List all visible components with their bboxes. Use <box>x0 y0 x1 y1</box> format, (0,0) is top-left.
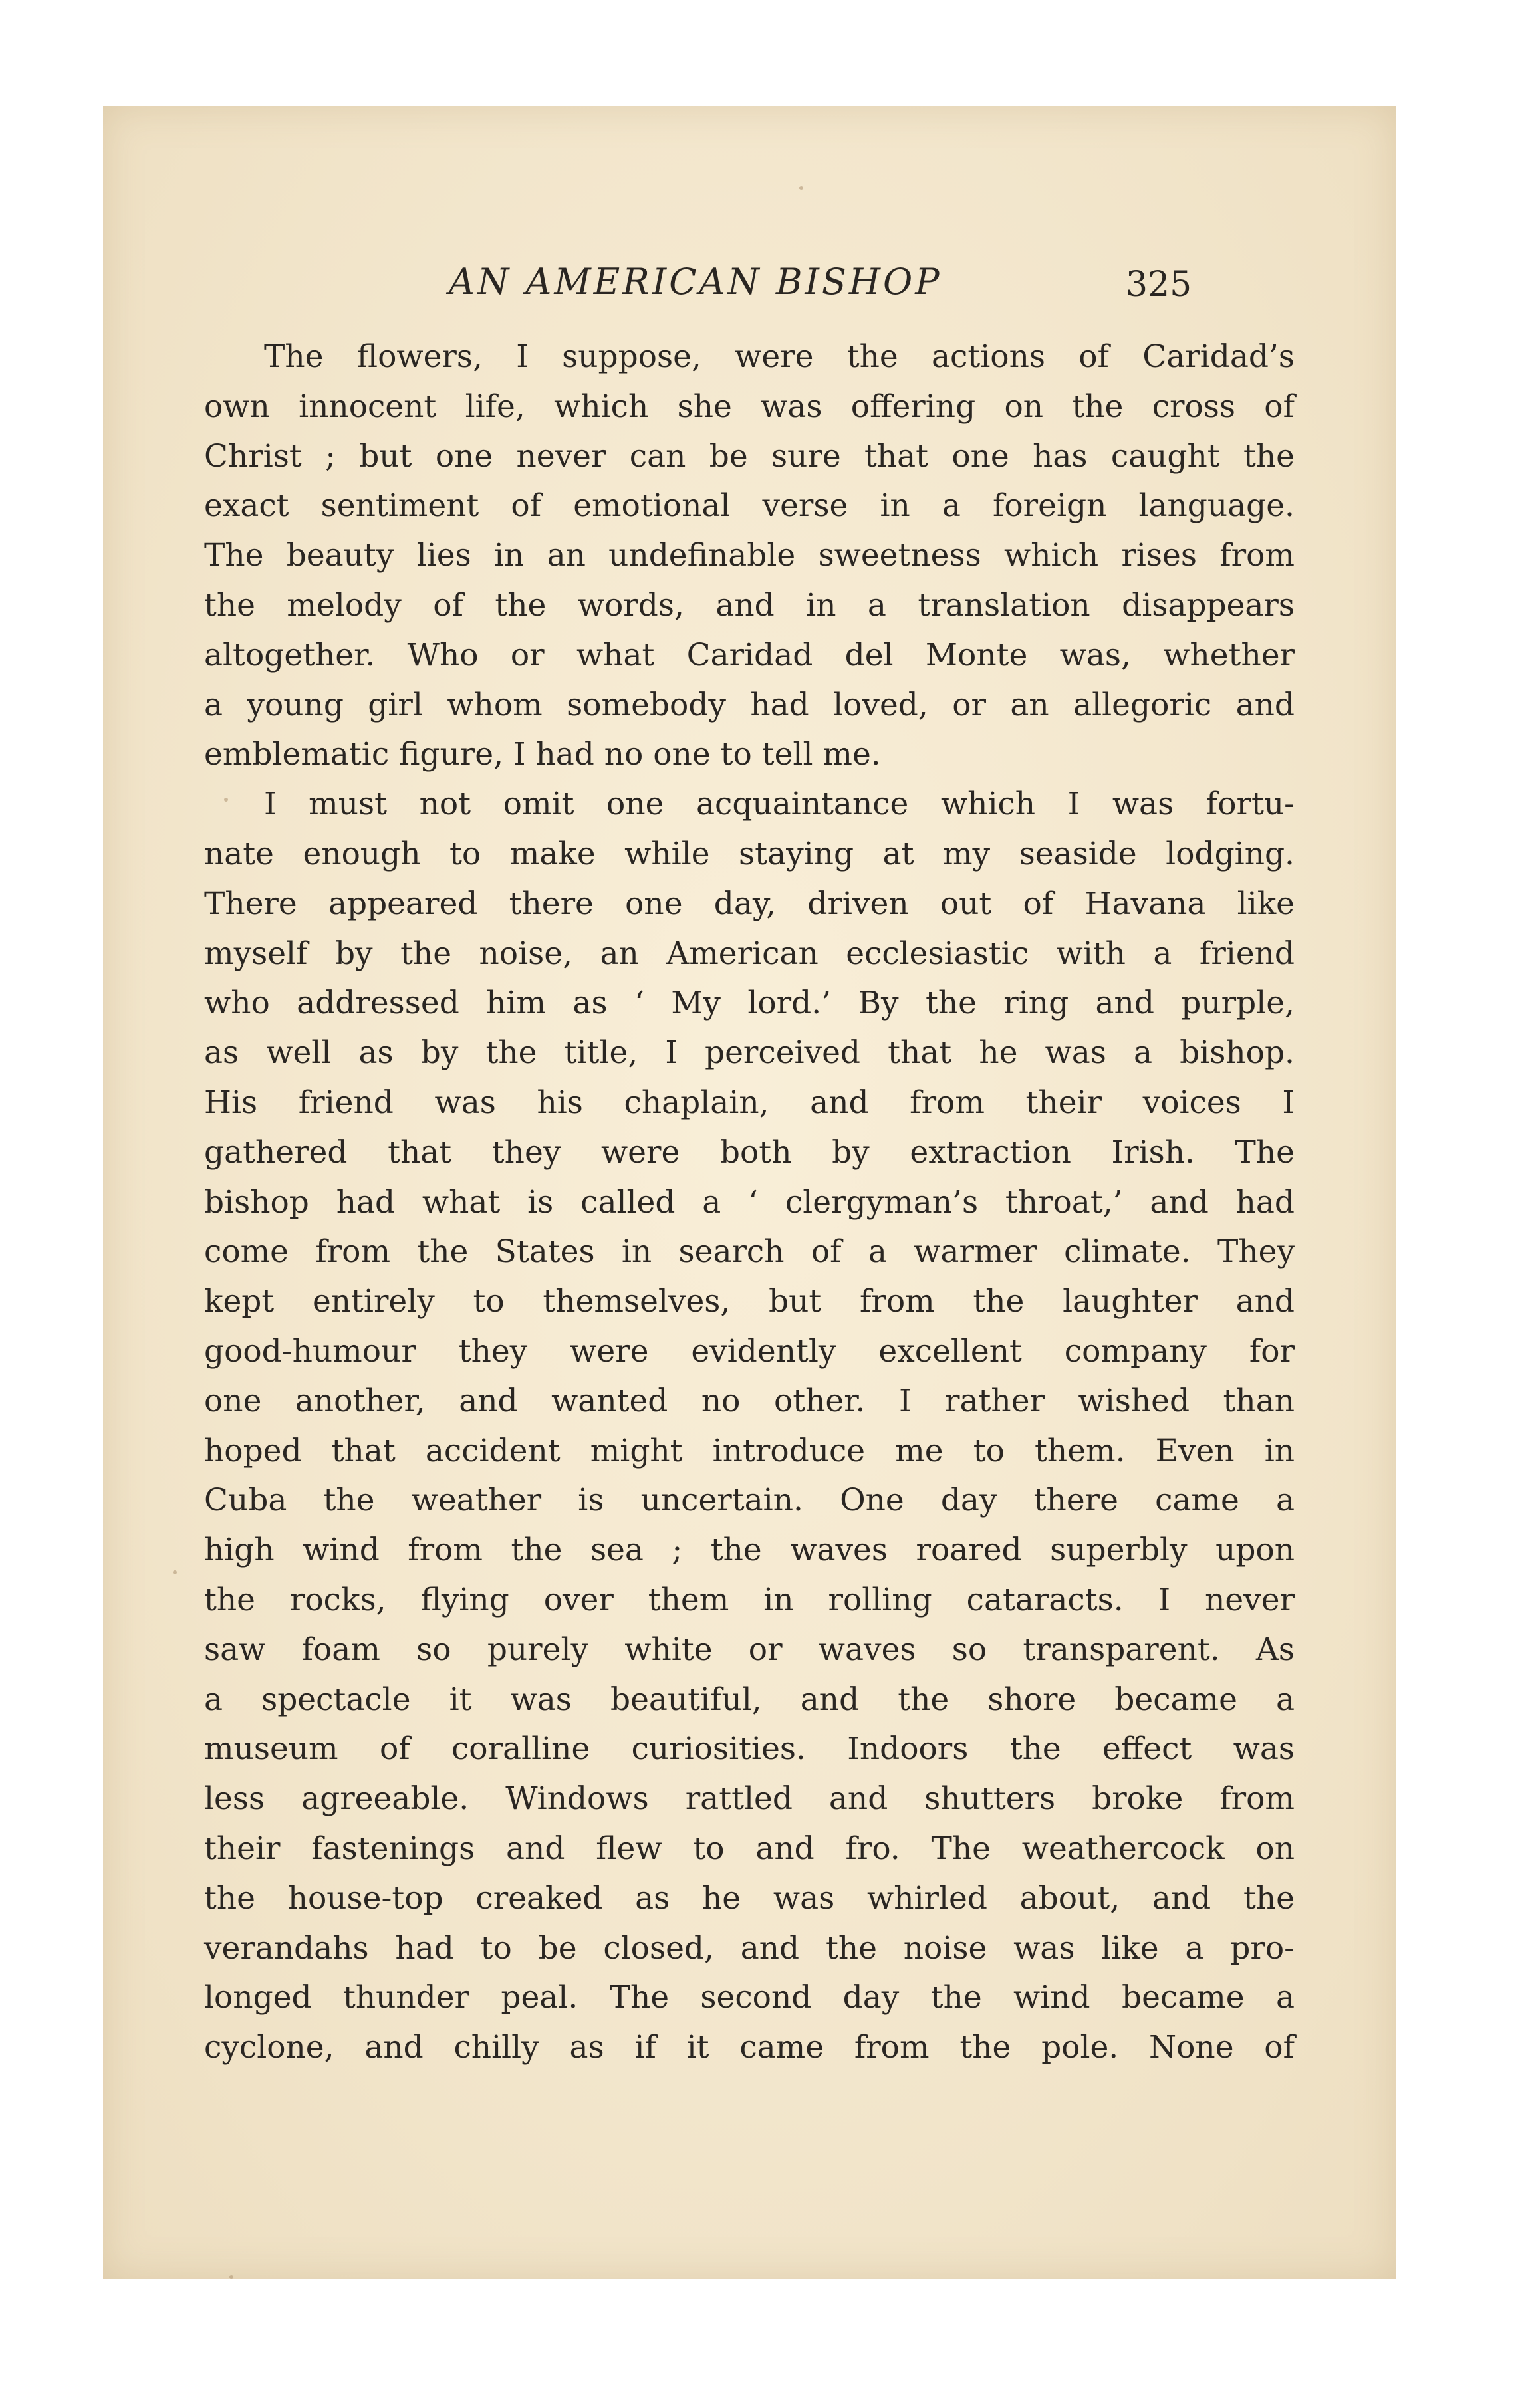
text-line: less agreeable. Windows rattled and shutters broke from <box>204 1780 1295 1818</box>
text-line: their fastenings and flew to and fro. The weathercock on <box>204 1830 1295 1867</box>
text-line: emblematic figure, I had no one to tell me. <box>204 736 881 773</box>
page-header <box>103 261 1396 314</box>
text-line: good-humour they were evidently excellent company for <box>204 1332 1295 1370</box>
text-line: hoped that accident might introduce me to them. Even in <box>204 1432 1295 1469</box>
book-page <box>103 106 1396 2279</box>
text-line: museum of coralline curiosities. Indoors the effect was <box>204 1731 1295 1768</box>
text-line: the house-top creaked as he was whirled about, and the <box>204 1879 1295 1917</box>
text-line: the rocks, flying over them in rolling cataracts. I never <box>204 1581 1295 1618</box>
running-title: AN AMERICAN BISHOP <box>449 261 942 302</box>
text-line: nate enough to make while staying at my seaside lodging. <box>204 835 1295 872</box>
text-line: saw foam so purely white or waves so transparent. As <box>204 1631 1295 1668</box>
paper-speck <box>224 798 228 802</box>
paper-speck <box>173 1570 177 1574</box>
text-line: a spectacle it was beautiful, and the shore became a <box>204 1681 1295 1718</box>
text-line: altogether. Who or what Caridad del Monte was, whether <box>204 636 1295 673</box>
text-line: bishop had what is called a ‘ clergyman’s throat,’ and had <box>204 1183 1295 1221</box>
text-line: a young girl whom somebody had loved, or an allegoric and <box>204 686 1295 723</box>
text-line: own innocent life, which she was offering on the cross of <box>204 388 1295 425</box>
text-line: cyclone, and chilly as if it came from the pole. None of <box>204 2029 1295 2066</box>
text-line: Christ ; but one never can be sure that one has caught the <box>204 437 1295 475</box>
paper-speck <box>799 186 803 190</box>
text-line: The beauty lies in an undefinable sweetness which rises from <box>204 537 1295 574</box>
text-line: myself by the noise, an American ecclesiastic with a friend <box>204 935 1295 972</box>
body-text <box>204 332 1295 2073</box>
text-line: come from the States in search of a warmer climate. They <box>204 1233 1295 1270</box>
text-line: one another, and wanted no other. I rather wished than <box>204 1382 1295 1419</box>
paragraph-1 <box>204 332 1295 780</box>
text-line: the melody of the words, and in a translation disappears <box>204 586 1295 624</box>
text-line: longed thunder peal. The second day the wind became a <box>204 1979 1295 2016</box>
text-line: high wind from the sea ; the waves roared superbly upon <box>204 1532 1295 1569</box>
text-line: The flowers, I suppose, were the actions of Caridad’s <box>264 338 1295 375</box>
text-line: verandahs had to be closed, and the noise was like a pro- <box>204 1929 1295 1967</box>
text-line: gathered that they were both by extraction Irish. The <box>204 1134 1295 1171</box>
text-line: as well as by the title, I perceived that he was a bishop. <box>204 1034 1295 1072</box>
paragraph-2 <box>204 780 1295 2073</box>
text-line: exact sentiment of emotional verse in a foreign language. <box>204 487 1295 525</box>
text-line: I must not omit one acquaintance which I was fortu- <box>264 786 1295 823</box>
text-line: There appeared there one day, driven out of Havana like <box>204 885 1295 922</box>
text-line: kept entirely to themselves, but from the laughter and <box>204 1283 1295 1320</box>
paper-speck <box>229 2275 233 2279</box>
text-line: His friend was his chaplain, and from their voices I <box>204 1084 1295 1121</box>
text-line: who addressed him as ‘ My lord.’ By the ring and purple, <box>204 985 1295 1022</box>
text-line: Cuba the weather is uncertain. One day there came a <box>204 1482 1295 1519</box>
page-number: 325 <box>1126 265 1192 304</box>
